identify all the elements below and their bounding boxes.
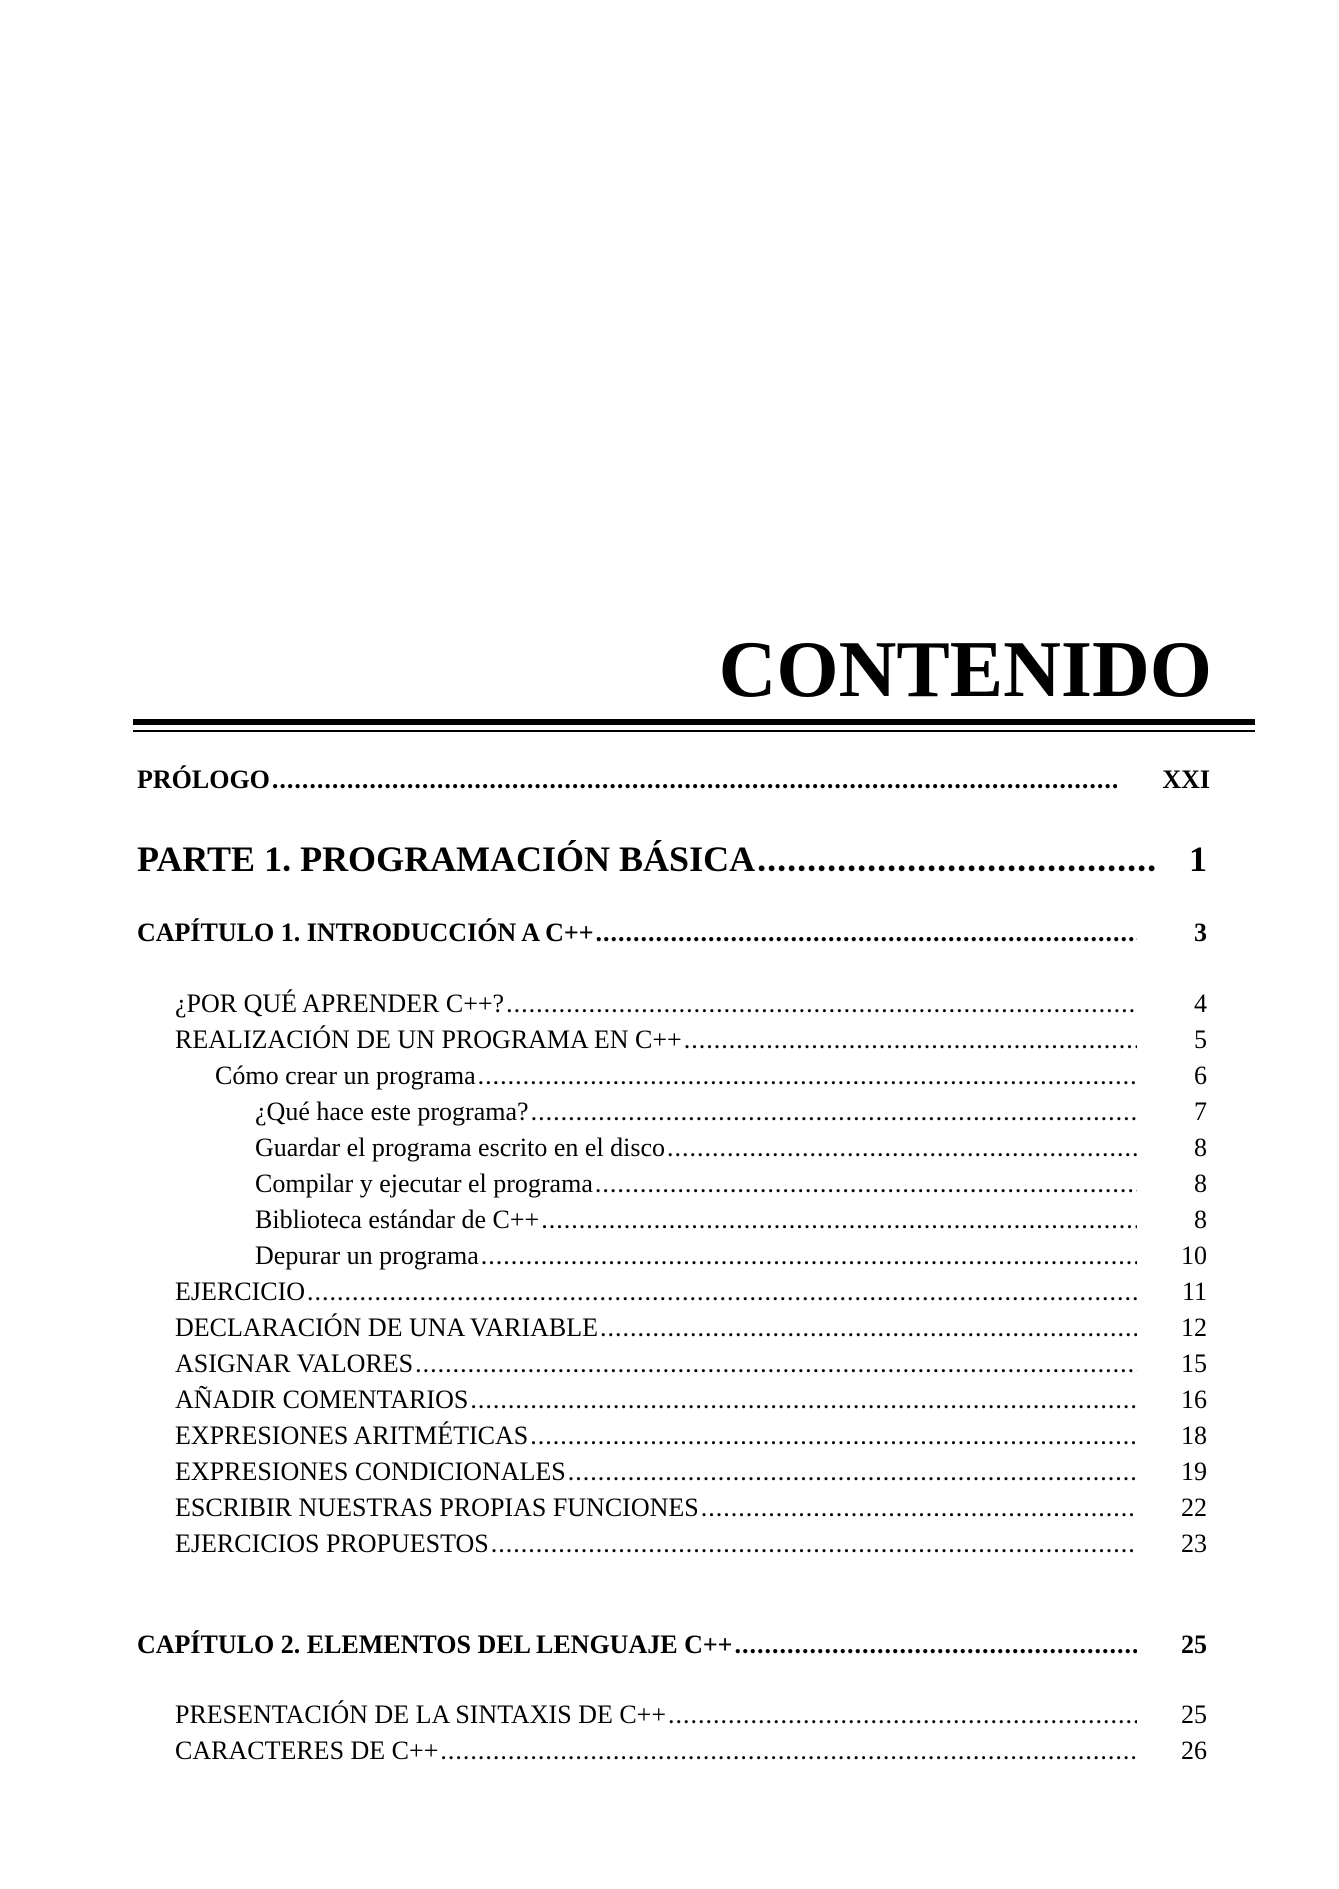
toc-entry-capitulo-2[interactable]	[137, 1630, 1207, 1664]
toc-entry[interactable]	[255, 1205, 1207, 1239]
toc-leader	[667, 1133, 1137, 1163]
toc-entry-page: 8	[1194, 1133, 1207, 1162]
toc-entry-label: PRÓLOGO	[137, 765, 270, 794]
toc-entry-page: 8	[1194, 1169, 1207, 1198]
toc-entry[interactable]	[175, 1313, 1207, 1347]
toc-entry-page: 15	[1181, 1349, 1207, 1378]
toc-entry-label: Biblioteca estándar de C++	[255, 1205, 540, 1234]
toc-entry-page: 3	[1194, 918, 1207, 947]
toc-entry-page: 26	[1181, 1736, 1207, 1765]
toc-entry-label: REALIZACIÓN DE UN PROGRAMA EN C++	[175, 1025, 682, 1054]
page-title: CONTENIDO	[718, 626, 1212, 714]
toc-entry-label: ASIGNAR VALORES	[175, 1349, 414, 1378]
toc-entry-page: 12	[1181, 1313, 1207, 1342]
toc-entry-page: 6	[1194, 1061, 1207, 1090]
toc-entry-parte-1[interactable]	[137, 838, 1207, 882]
toc-leader	[491, 1529, 1137, 1559]
toc-entry-page: 1	[1189, 839, 1207, 879]
toc-entry-label: EJERCICIOS PROPUESTOS	[175, 1529, 489, 1558]
toc-entry[interactable]	[175, 1385, 1207, 1419]
toc-entry-page: 4	[1194, 989, 1207, 1018]
toc-leader	[596, 918, 1137, 948]
toc-entry-page: XXI	[1162, 765, 1210, 794]
toc-leader	[684, 1025, 1137, 1055]
toc-entry[interactable]	[255, 1097, 1207, 1131]
toc-entry-page: 8	[1194, 1205, 1207, 1234]
toc-leader	[541, 1205, 1137, 1235]
toc-entry[interactable]	[175, 1529, 1207, 1563]
toc-entry-page: 7	[1194, 1097, 1207, 1126]
toc-entry-label: EXPRESIONES ARITMÉTICAS	[175, 1421, 529, 1450]
toc-entry[interactable]	[175, 1736, 1207, 1770]
toc-entry-capitulo-1[interactable]	[137, 918, 1207, 952]
toc-entry-label: Guardar el programa escrito en el disco	[255, 1133, 666, 1162]
toc-entry[interactable]	[175, 1457, 1207, 1491]
toc-entry[interactable]	[175, 1421, 1207, 1455]
toc-entry-label: ESCRIBIR NUESTRAS PROPIAS FUNCIONES	[175, 1493, 699, 1522]
toc-entry[interactable]	[255, 1241, 1207, 1275]
toc-leader	[531, 1097, 1137, 1127]
toc-leader	[440, 1736, 1137, 1766]
toc-entry-label: ¿POR QUÉ APRENDER C++?	[175, 989, 505, 1018]
toc-entry-page: 16	[1181, 1385, 1207, 1414]
toc-leader	[595, 1169, 1137, 1199]
toc-entry-label: EXPRESIONES CONDICIONALES	[175, 1457, 566, 1486]
toc-entry-label: CAPÍTULO 2. ELEMENTOS DEL LENGUAJE C++	[137, 1630, 733, 1659]
toc-leader	[600, 1313, 1137, 1343]
toc-leader	[470, 1385, 1137, 1415]
toc-entry-label: AÑADIR COMENTARIOS	[175, 1385, 469, 1414]
toc-leader	[307, 1277, 1137, 1307]
toc-entry-page: 25	[1181, 1630, 1207, 1659]
toc-entry-label: Cómo crear un programa	[215, 1061, 476, 1090]
toc-entry[interactable]	[175, 989, 1207, 1023]
toc-entry[interactable]	[175, 1700, 1207, 1734]
toc-leader	[757, 838, 1157, 880]
toc-leader	[668, 1700, 1137, 1730]
toc-entry-label: CAPÍTULO 1. INTRODUCCIÓN A C++	[137, 918, 594, 947]
toc-entry-label: CARACTERES DE C++	[175, 1736, 439, 1765]
toc-entry-label: DECLARACIÓN DE UNA VARIABLE	[175, 1313, 598, 1342]
toc-entry-page: 11	[1181, 1277, 1207, 1306]
toc-entry[interactable]	[255, 1133, 1207, 1167]
toc-entry-label: ¿Qué hace este programa?	[255, 1097, 529, 1126]
toc-entry-page: 22	[1181, 1493, 1207, 1522]
toc-entry[interactable]	[175, 1349, 1207, 1383]
toc-leader	[530, 1421, 1137, 1451]
toc-entry-label: PRESENTACIÓN DE LA SINTAXIS DE C++	[175, 1700, 667, 1729]
toc-entry-page: 10	[1181, 1241, 1207, 1270]
toc-entry-page: 25	[1181, 1700, 1207, 1729]
toc-leader	[478, 1061, 1137, 1091]
toc-leader	[506, 989, 1137, 1019]
toc-entry-page: 23	[1181, 1529, 1207, 1558]
toc-leader	[701, 1493, 1137, 1523]
toc-leader	[272, 765, 1117, 795]
toc-entry-label: EJERCICIO	[175, 1277, 305, 1306]
toc-entry-prologo[interactable]	[137, 765, 1257, 799]
toc-leader	[735, 1630, 1138, 1660]
toc-entry[interactable]	[255, 1169, 1207, 1203]
toc-leader	[568, 1457, 1137, 1487]
toc-leader	[415, 1349, 1137, 1379]
toc-entry[interactable]	[175, 1025, 1207, 1059]
toc-entry-label: PARTE 1. PROGRAMACIÓN BÁSICA	[137, 839, 756, 879]
toc-leader	[481, 1241, 1137, 1271]
toc-entry[interactable]	[215, 1061, 1207, 1095]
toc-entry[interactable]	[175, 1493, 1207, 1527]
toc-entry-page: 5	[1194, 1025, 1207, 1054]
toc-entry-page: 18	[1181, 1421, 1207, 1450]
toc-entry-label: Depurar un programa	[255, 1241, 479, 1270]
toc-entry-page: 19	[1181, 1457, 1207, 1486]
toc-entry[interactable]	[175, 1277, 1207, 1311]
toc-entry-label: Compilar y ejecutar el programa	[255, 1169, 593, 1198]
